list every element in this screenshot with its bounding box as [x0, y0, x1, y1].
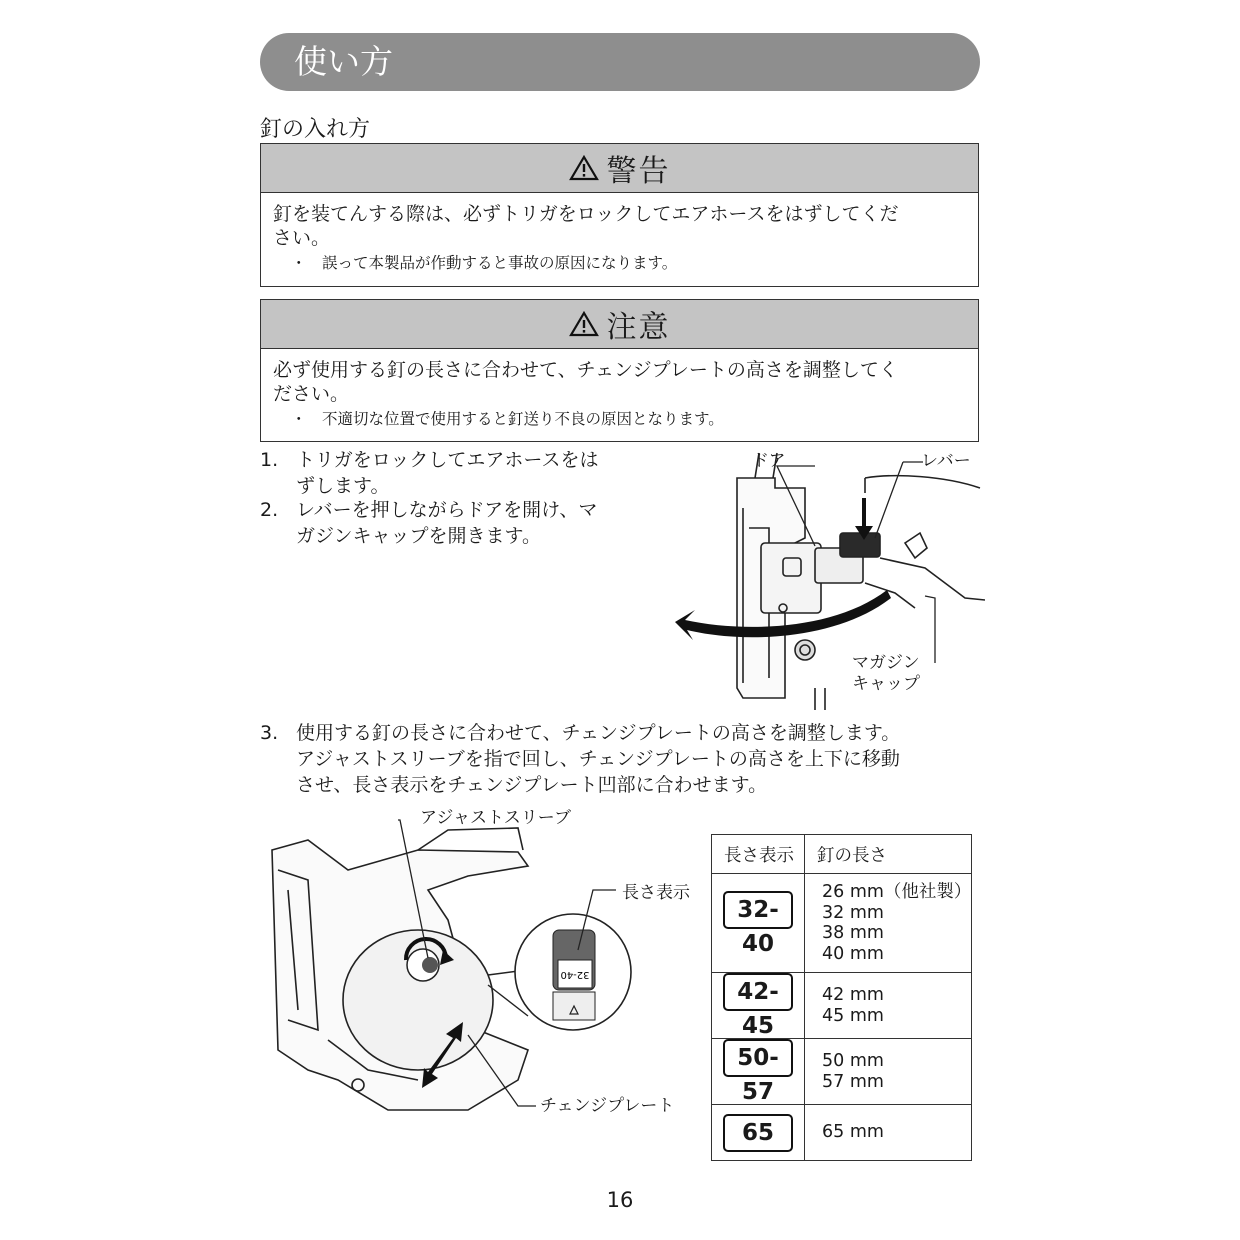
caution-title: 注意 [606, 310, 671, 345]
section-header [260, 33, 980, 91]
nail-length-value: 45 mm [822, 1005, 884, 1026]
nail-length-value: 32 mm [822, 902, 884, 923]
lever-label: レバー [921, 451, 971, 471]
length-code-badge: 32-40 [723, 891, 793, 929]
caution-note: ・ 不適切な位置で使用すると釘送り不良の原因となります。 [291, 410, 724, 428]
nail-length-value: 65 mm [822, 1122, 884, 1143]
length-display-label: 長さ表示 [622, 883, 690, 903]
step-3-line-3: させ、長さ表示をチェンジプレート凹部に合わせます。 [296, 774, 768, 796]
length-code-badge: 65 [723, 1114, 793, 1152]
length-table [711, 834, 972, 1161]
col-header-nail-length: 釘の長さ [805, 835, 972, 874]
nail-length-value: 40 mm [822, 943, 884, 964]
table-row [712, 874, 972, 973]
warning-body [261, 193, 978, 274]
step-2 [260, 497, 660, 549]
caution-box [260, 299, 979, 442]
step-1-line-2: ずします。 [296, 475, 390, 497]
page-number: 16 [606, 1188, 634, 1212]
step-2-line-1: レバーを押しながらドアを開け、マ [296, 499, 598, 521]
caution-main-line-2: ださい。 [273, 383, 350, 405]
warning-main-line-2: さい。 [273, 227, 331, 249]
adjust-sleeve-label: アジャストスリーブ [420, 808, 571, 828]
step-3-line-1: 使用する釘の長さに合わせて、チェンジプレートの高さを調整します。 [296, 722, 901, 744]
caution-body [261, 349, 978, 430]
step-1-number: 1. [260, 449, 279, 471]
sleeve-marking: 32-40 [560, 969, 590, 980]
col-header-length-display: 長さ表示 [712, 835, 805, 874]
caution-triangle-icon [569, 311, 599, 337]
warning-main-line-1: 釘を装てんする際は、必ずトリガをロックしてエアホースをはずしてくだ [273, 203, 899, 225]
nail-length-value: 57 mm [822, 1071, 884, 1092]
length-code-badge: 50-57 [723, 1039, 793, 1077]
step-3-line-2: アジャストスリーブを指で回し、チェンジプレートの高さを上下に移動 [296, 748, 900, 770]
warning-box [260, 143, 979, 287]
nail-length-value: 38 mm [822, 923, 884, 943]
table-row [712, 1039, 972, 1105]
step-1 [260, 447, 660, 499]
magazine-cap-label-1: マガジン [852, 653, 920, 673]
table-row [712, 1105, 972, 1161]
warning-note: ・ 誤って本製品が作動すると事故の原因になります。 [291, 254, 678, 272]
table-header-row [712, 835, 972, 874]
door-label: ドア [752, 451, 786, 471]
magazine-cap-label-2: キャップ [852, 674, 920, 694]
change-plate-label: チェンジプレート [540, 1096, 675, 1116]
caution-box-header [261, 300, 978, 349]
step-1-line-1: トリガをロックしてエアホースをは [296, 449, 599, 471]
length-code-badge: 42-45 [723, 973, 793, 1011]
warning-title: 警告 [606, 154, 671, 189]
caution-main-line-1: 必ず使用する釘の長さに合わせて、チェンジプレートの高さを調整してく [273, 359, 898, 381]
step-2-number: 2. [260, 499, 279, 521]
nail-length-value: 42 mm [822, 985, 884, 1005]
step-3 [260, 720, 985, 798]
warning-box-header [261, 144, 978, 193]
step-2-line-2: ガジンキャップを開きます。 [296, 525, 542, 547]
warning-triangle-icon [569, 155, 599, 181]
nail-length-value: 50 mm [822, 1051, 884, 1071]
step-3-number: 3. [260, 722, 279, 744]
subheading: 釘の入れ方 [260, 117, 371, 142]
nail-length-value: 26 mm（他社製） [822, 882, 972, 902]
table-row [712, 973, 972, 1039]
section-title: 使い方 [294, 42, 393, 81]
magazine-illustration [665, 448, 985, 710]
change-plate-illustration [268, 810, 700, 1130]
